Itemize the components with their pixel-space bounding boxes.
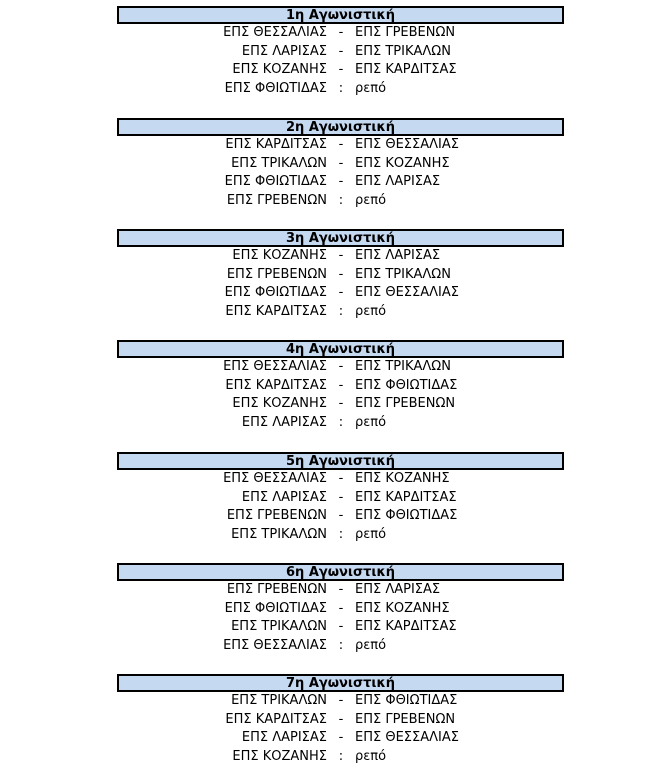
- match-row: [0, 525, 651, 544]
- away-team: ΕΠΣ ΘΕΣΣΑΛΙΑΣ: [355, 137, 459, 152]
- match-row: [0, 747, 651, 766]
- home-team: ΕΠΣ ΚΑΡΔΙΤΣΑΣ: [225, 137, 327, 152]
- match-row: [0, 79, 651, 98]
- home-team: ΕΠΣ ΦΘΙΩΤΙΔΑΣ: [224, 80, 327, 96]
- match-separator: -: [338, 174, 344, 189]
- away-team: ΕΠΣ ΚΑΡΔΙΤΣΑΣ: [355, 619, 457, 634]
- away-team: ΕΠΣ ΘΕΣΣΑΛΙΑΣ: [355, 285, 459, 300]
- home-team: ΕΠΣ ΛΑΡΙΣΑΣ: [241, 489, 327, 505]
- away-team: ρεπό: [355, 414, 387, 430]
- home-team: ΕΠΣ ΚΟΖΑΝΗΣ: [232, 248, 327, 263]
- match-separator: -: [338, 248, 344, 263]
- match-separator: -: [338, 62, 344, 77]
- home-team: ΕΠΣ ΘΕΣΣΑΛΙΑΣ: [223, 637, 327, 653]
- away-team: ΕΠΣ ΤΡΙΚΑΛΩΝ: [355, 43, 451, 59]
- away-team: ΕΠΣ ΤΡΙΚΑΛΩΝ: [355, 266, 451, 282]
- match-row: [0, 135, 651, 154]
- home-team: ΕΠΣ ΚΑΡΔΙΤΣΑΣ: [225, 303, 327, 319]
- match-row: [0, 617, 651, 636]
- away-team: ΕΠΣ ΚΑΡΔΙΤΣΑΣ: [355, 62, 457, 77]
- match-row: [0, 376, 651, 395]
- match-separator: -: [338, 600, 344, 616]
- match-row: [0, 506, 651, 525]
- match-separator: -: [338, 619, 344, 634]
- match-row: [0, 265, 651, 284]
- home-team: ΕΠΣ ΚΟΖΑΝΗΣ: [232, 62, 327, 77]
- match-row: [0, 60, 651, 79]
- away-team: ΕΠΣ ΚΟΖΑΝΗΣ: [355, 600, 450, 616]
- away-team: ρεπό: [355, 748, 387, 764]
- match-row: [0, 636, 651, 655]
- away-team: ΕΠΣ ΛΑΡΙΣΑΣ: [355, 174, 441, 189]
- match-separator: -: [338, 396, 344, 411]
- round-title: 7η Αγωνιστική: [117, 674, 564, 692]
- match-row: [0, 42, 651, 61]
- away-team: ρεπό: [355, 80, 387, 96]
- match-row: [0, 691, 651, 710]
- away-team: ΕΠΣ ΛΑΡΙΣΑΣ: [355, 582, 441, 597]
- match-separator: -: [338, 730, 344, 745]
- match-row: [0, 599, 651, 618]
- match-separator: -: [338, 471, 344, 486]
- match-separator: -: [338, 25, 344, 40]
- match-row: [0, 154, 651, 173]
- match-separator: :: [338, 637, 344, 653]
- round-title: 4η Αγωνιστική: [117, 340, 564, 358]
- away-team: ΕΠΣ ΘΕΣΣΑΛΙΑΣ: [355, 730, 459, 745]
- away-team: ΕΠΣ ΦΘΙΩΤΙΔΑΣ: [355, 377, 458, 393]
- away-team: ΕΠΣ ΓΡΕΒΕΝΩΝ: [355, 711, 456, 727]
- match-row: [0, 413, 651, 432]
- away-team: ρεπό: [355, 637, 387, 653]
- match-separator: -: [338, 285, 344, 300]
- match-separator: -: [338, 582, 344, 597]
- match-separator: :: [338, 414, 344, 430]
- home-team: ΕΠΣ ΓΡΕΒΕΝΩΝ: [226, 192, 327, 208]
- match-separator: -: [338, 155, 344, 171]
- round-title: 5η Αγωνιστική: [117, 452, 564, 470]
- match-row: [0, 728, 651, 747]
- away-team: ΕΠΣ ΓΡΕΒΕΝΩΝ: [355, 25, 456, 40]
- match-row: [0, 469, 651, 488]
- home-team: ΕΠΣ ΤΡΙΚΑΛΩΝ: [231, 526, 327, 542]
- match-row: [0, 283, 651, 302]
- match-separator: :: [338, 303, 344, 319]
- home-team: ΕΠΣ ΤΡΙΚΑΛΩΝ: [231, 693, 327, 708]
- match-row: [0, 246, 651, 265]
- match-separator: :: [338, 80, 344, 96]
- match-row: [0, 710, 651, 729]
- home-team: ΕΠΣ ΦΘΙΩΤΙΔΑΣ: [224, 285, 327, 300]
- match-row: [0, 394, 651, 413]
- match-separator: :: [338, 526, 344, 542]
- match-separator: -: [338, 508, 344, 523]
- match-separator: -: [338, 693, 344, 708]
- match-separator: -: [338, 137, 344, 152]
- away-team: ΕΠΣ ΦΘΙΩΤΙΔΑΣ: [355, 693, 458, 708]
- home-team: ΕΠΣ ΦΘΙΩΤΙΔΑΣ: [224, 600, 327, 616]
- away-team: ΕΠΣ ΓΡΕΒΕΝΩΝ: [355, 396, 456, 411]
- home-team: ΕΠΣ ΘΕΣΣΑΛΙΑΣ: [223, 471, 327, 486]
- match-separator: :: [338, 192, 344, 208]
- home-team: ΕΠΣ ΤΡΙΚΑΛΩΝ: [231, 155, 327, 171]
- home-team: ΕΠΣ ΚΑΡΔΙΤΣΑΣ: [225, 377, 327, 393]
- round-title: 6η Αγωνιστική: [117, 563, 564, 581]
- match-separator: -: [338, 359, 344, 374]
- round-title: 1η Αγωνιστική: [117, 6, 564, 24]
- match-separator: -: [338, 489, 344, 505]
- away-team: ΕΠΣ ΤΡΙΚΑΛΩΝ: [355, 359, 451, 374]
- home-team: ΕΠΣ ΤΡΙΚΑΛΩΝ: [231, 619, 327, 634]
- away-team: ΕΠΣ ΦΘΙΩΤΙΔΑΣ: [355, 508, 458, 523]
- away-team: ΕΠΣ ΚΑΡΔΙΤΣΑΣ: [355, 489, 457, 505]
- match-row: [0, 191, 651, 210]
- home-team: ΕΠΣ ΚΟΖΑΝΗΣ: [232, 748, 327, 764]
- home-team: ΕΠΣ ΛΑΡΙΣΑΣ: [241, 43, 327, 59]
- home-team: ΕΠΣ ΛΑΡΙΣΑΣ: [241, 414, 327, 430]
- home-team: ΕΠΣ ΓΡΕΒΕΝΩΝ: [226, 508, 327, 523]
- match-row: [0, 580, 651, 599]
- away-team: ρεπό: [355, 526, 387, 542]
- home-team: ΕΠΣ ΘΕΣΣΑΛΙΑΣ: [223, 359, 327, 374]
- home-team: ΕΠΣ ΘΕΣΣΑΛΙΑΣ: [223, 25, 327, 40]
- match-separator: -: [338, 711, 344, 727]
- home-team: ΕΠΣ ΛΑΡΙΣΑΣ: [241, 730, 327, 745]
- home-team: ΕΠΣ ΓΡΕΒΕΝΩΝ: [226, 266, 327, 282]
- match-separator: -: [338, 266, 344, 282]
- home-team: ΕΠΣ ΚΑΡΔΙΤΣΑΣ: [225, 711, 327, 727]
- match-row: [0, 23, 651, 42]
- round-title: 3η Αγωνιστική: [117, 229, 564, 247]
- away-team: ΕΠΣ ΚΟΖΑΝΗΣ: [355, 471, 450, 486]
- round-title: 2η Αγωνιστική: [117, 118, 564, 136]
- away-team: ΕΠΣ ΚΟΖΑΝΗΣ: [355, 155, 450, 171]
- match-separator: -: [338, 43, 344, 59]
- match-separator: :: [338, 748, 344, 764]
- match-row: [0, 357, 651, 376]
- home-team: ΕΠΣ ΦΘΙΩΤΙΔΑΣ: [224, 174, 327, 189]
- away-team: ΕΠΣ ΛΑΡΙΣΑΣ: [355, 248, 441, 263]
- match-row: [0, 172, 651, 191]
- away-team: ρεπό: [355, 303, 387, 319]
- home-team: ΕΠΣ ΚΟΖΑΝΗΣ: [232, 396, 327, 411]
- match-row: [0, 488, 651, 507]
- away-team: ρεπό: [355, 192, 387, 208]
- match-row: [0, 302, 651, 321]
- home-team: ΕΠΣ ΓΡΕΒΕΝΩΝ: [226, 582, 327, 597]
- match-separator: -: [338, 377, 344, 393]
